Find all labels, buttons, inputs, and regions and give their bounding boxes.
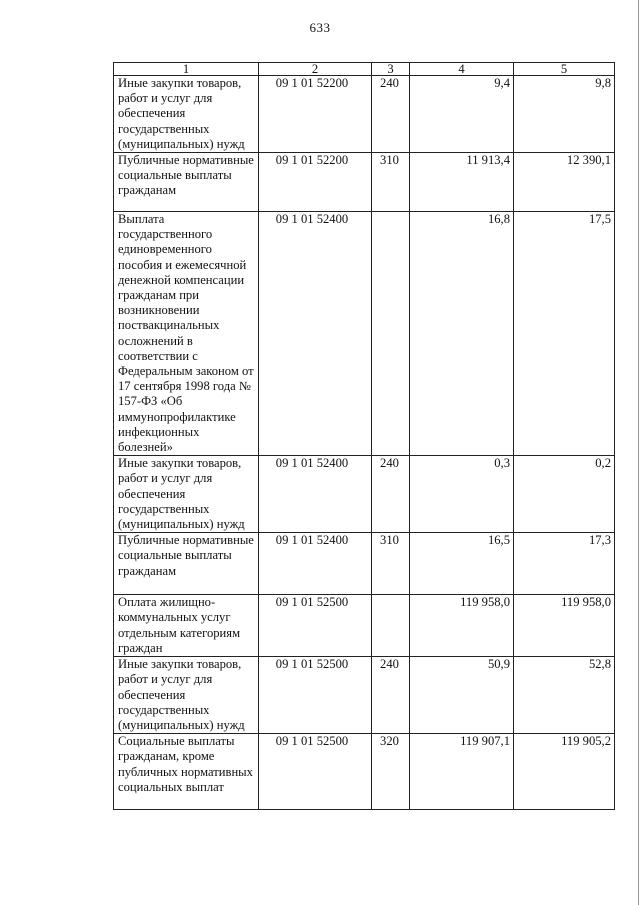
page-edge-line <box>638 0 639 905</box>
row-name: Публичные нормативные социальные выплаты гражданам <box>114 153 259 212</box>
row-type: 310 <box>372 153 410 212</box>
row-type: 240 <box>372 456 410 533</box>
row-code: 09 1 01 52200 <box>259 153 372 212</box>
row-type: 310 <box>372 533 410 595</box>
row-value-1: 9,4 <box>410 76 514 153</box>
row-name: Публичные нормативные социальные выплаты гражданам <box>114 533 259 595</box>
row-type <box>372 212 410 456</box>
page-number: 633 <box>309 20 331 35</box>
row-name: Оплата жилищно-коммунальных услуг отдельным категориям граждан <box>114 595 259 657</box>
row-name: Иные закупки товаров, работ и услуг для обеспечения государственных (муниципальных) нужд <box>114 76 259 153</box>
column-header-type: 3 <box>372 63 410 76</box>
row-value-2: 17,5 <box>514 212 615 456</box>
table-row <box>114 212 615 456</box>
row-name: Социальные выплаты гражданам, кроме публичных нормативных социальных выплат <box>114 734 259 810</box>
row-value-1: 119 907,1 <box>410 734 514 810</box>
row-type: 240 <box>372 76 410 153</box>
row-code: 09 1 01 52200 <box>259 76 372 153</box>
row-code: 09 1 01 52500 <box>259 734 372 810</box>
column-header-code: 2 <box>259 63 372 76</box>
row-code: 09 1 01 52400 <box>259 533 372 595</box>
row-value-2: 17,3 <box>514 533 615 595</box>
row-value-2: 119 958,0 <box>514 595 615 657</box>
table-row <box>114 734 615 810</box>
row-value-2: 12 390,1 <box>514 153 615 212</box>
row-type <box>372 595 410 657</box>
row-value-2: 119 905,2 <box>514 734 615 810</box>
row-type: 240 <box>372 657 410 734</box>
row-value-1: 0,3 <box>410 456 514 533</box>
row-code: 09 1 01 52500 <box>259 657 372 734</box>
column-header-value-1: 4 <box>410 63 514 76</box>
row-code: 09 1 01 52400 <box>259 212 372 456</box>
row-value-2: 0,2 <box>514 456 615 533</box>
row-code: 09 1 01 52500 <box>259 595 372 657</box>
table-row <box>114 76 615 153</box>
row-value-2: 52,8 <box>514 657 615 734</box>
row-value-1: 16,5 <box>410 533 514 595</box>
row-name: Выплата государственного единовременного пособия и ежемесячной денежной компенсации гражданам при возникновении поствакцинальных осложнений в соответствии с Федеральным законом от 17 сентября 1998 года № 157-ФЗ «Об иммунопрофилактике инфекционных болезней» <box>114 212 259 456</box>
table-row <box>114 657 615 734</box>
table-header-row <box>114 63 615 76</box>
table-row <box>114 533 615 595</box>
row-type: 320 <box>372 734 410 810</box>
row-value-2: 9,8 <box>514 76 615 153</box>
column-header-value-2: 5 <box>514 63 615 76</box>
budget-table <box>113 62 615 810</box>
column-header-name: 1 <box>114 63 259 76</box>
row-value-1: 119 958,0 <box>410 595 514 657</box>
table-row <box>114 153 615 212</box>
table-row <box>114 456 615 533</box>
table-row <box>114 595 615 657</box>
row-name: Иные закупки товаров, работ и услуг для обеспечения государственных (муниципальных) нужд <box>114 657 259 734</box>
row-code: 09 1 01 52400 <box>259 456 372 533</box>
row-value-1: 11 913,4 <box>410 153 514 212</box>
row-value-1: 50,9 <box>410 657 514 734</box>
row-value-1: 16,8 <box>410 212 514 456</box>
row-name: Иные закупки товаров, работ и услуг для обеспечения государственных (муниципальных) нужд <box>114 456 259 533</box>
